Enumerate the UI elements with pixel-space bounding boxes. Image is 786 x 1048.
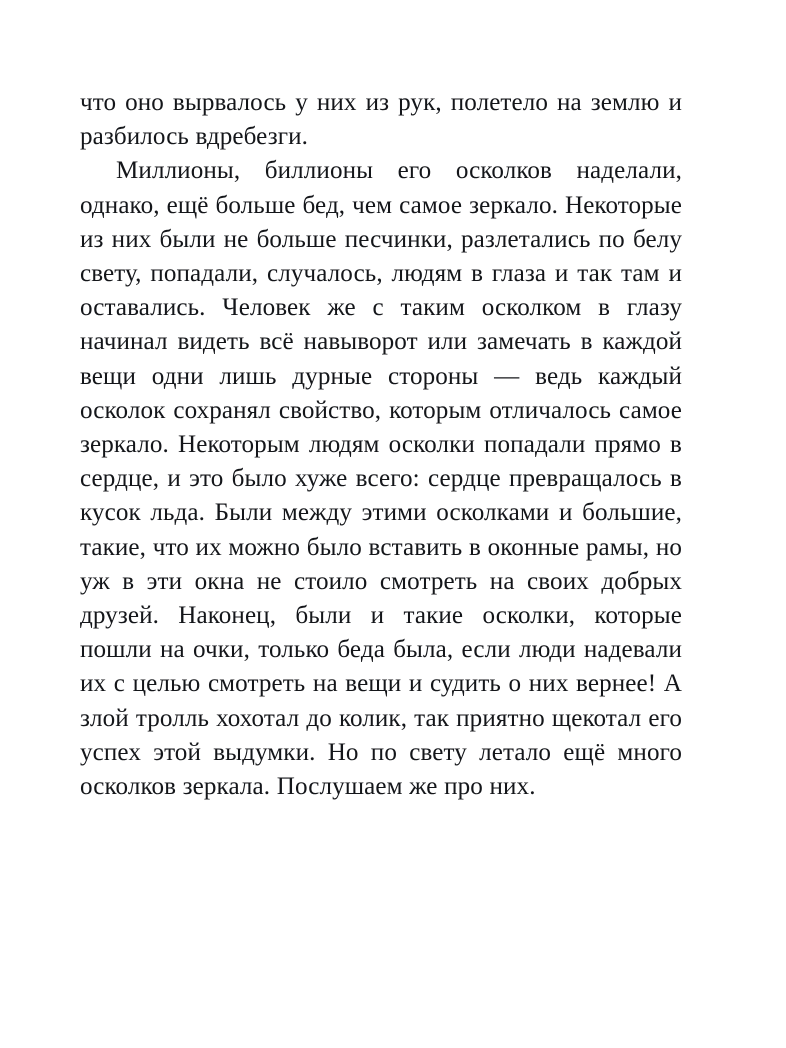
paragraph-continuation: что оно вырвалось у них из рук, полетело на землю и разбилось вдребезги. xyxy=(80,89,682,151)
paragraph-shards: Миллионы, биллионы его осколков наделали, однако, ещё больше бед, чем самое зеркало. Некоторые из них были не больше песчинки, разлетались по белу свету, попадали, случалось, людям в глаза и так там и оставались. Человек же с таким осколком в глазу начинал видеть всё навыворот или замечать в каждой вещи одни лишь дурные стороны — ведь каждый осколок сохранял свойство, которым отличалось самое зеркало. Некоторым людям осколки попадали прямо в сердце, и это было хуже всего: сердце превращалось в кусок льда. Были между этими осколками и большие, такие, что их можно было вставить в оконные рамы, но уж в эти окна не стоило смотреть на своих добрых друзей. Наконец, были и такие осколки, которые пошли на очки, только беда была, если люди надевали их с целью смотреть на вещи и судить о них вернее! А злой тролль хохотал до колик, так приятно щекотал его успех этой выдумки. Но по свету летало ещё много осколков зеркала. Послушаем же про них. xyxy=(80,157,682,801)
text-column xyxy=(80,86,682,804)
